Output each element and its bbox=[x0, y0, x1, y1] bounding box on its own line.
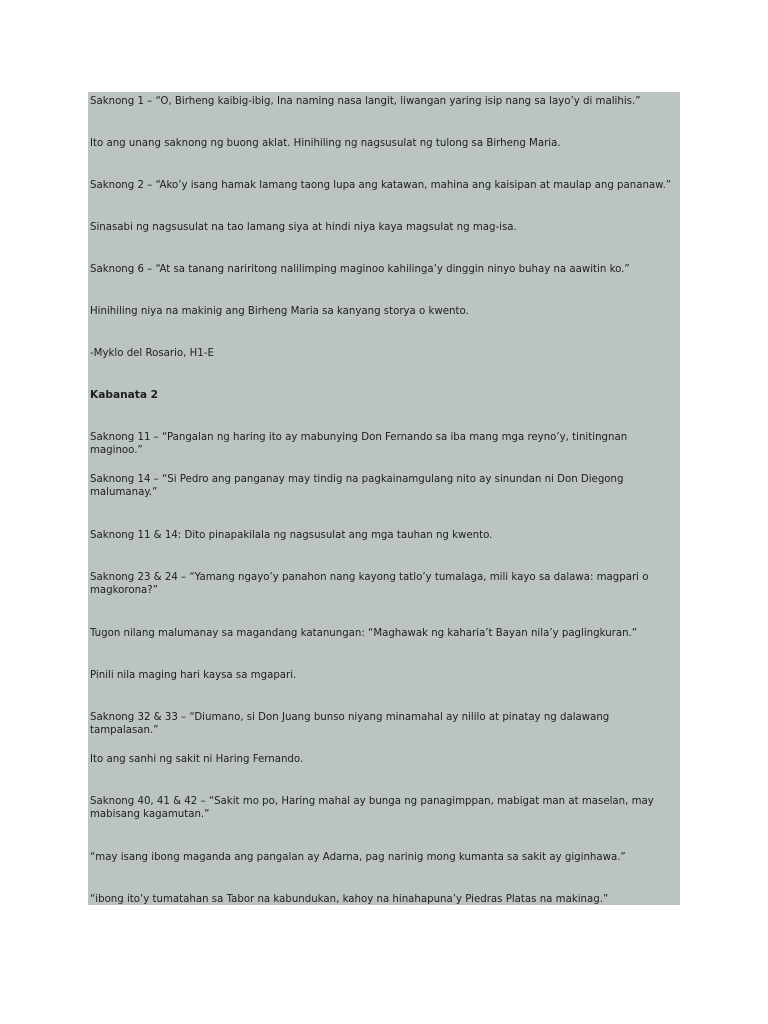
text-line: Saknong 11 – “Pangalan ng haring ito ay mabunying Don Fernando sa iba mang mga reyno’y, tinitingnan maginoo.” bbox=[90, 432, 628, 456]
text-line: Saknong 14 – “Si Pedro ang panganay may tindig na pagkainamgulang nito ay sinundan ni Don Diegong malumanay.” bbox=[90, 474, 624, 498]
author-line: -Myklo del Rosario, H1-E bbox=[90, 348, 214, 359]
text-line: Saknong 2 – “Ako’y isang hamak lamang taong lupa ang katawan, mahina ang kaisipan at maulap ang pananaw.” bbox=[90, 180, 672, 191]
text-line: Tugon nilang malumanay sa magandang katanungan: “Maghawak ng kaharia’t Bayan nila’y paglingkuran.” bbox=[90, 628, 638, 639]
text-line: Saknong 11 & 14: Dito pinapakilala ng nagsusulat ang mga tauhan ng kwento. bbox=[90, 530, 493, 541]
text-line: Saknong 6 – “At sa tanang nariritong nalilimping maginoo kahilinga’y dinggin ninyo buhay na aawitin ko.” bbox=[90, 264, 630, 275]
text-line: Saknong 32 & 33 – “Diumano, si Don Juang bunso niyang minamahal ay nililo at pinatay ng dalawang tampalasan.” bbox=[90, 712, 610, 736]
text-line: Ito ang sanhi ng sakit ni Haring Fernando. bbox=[90, 754, 304, 765]
text-line: Pinili nila maging hari kaysa sa mgapari. bbox=[90, 670, 297, 681]
section-heading: Kabanata 2 bbox=[90, 389, 159, 401]
text-line: Sinasabi ng nagsusulat na tao lamang siya at hindi niya kaya magsulat ng mag-isa. bbox=[90, 222, 517, 233]
text-line: Saknong 40, 41 & 42 – “Sakit mo po, Haring mahal ay bunga ng panagimppan, mabigat man at maselan, may mabisang kagamutan.” bbox=[90, 796, 654, 820]
text-line: Saknong 1 – “O, Birheng kaibig-ibig, Ina naming nasa langit, liwangan yaring isip nang sa layo’y di malihis.” bbox=[90, 96, 641, 107]
text-line: Ito ang unang saknong ng buong aklat. Hinihiling ng nagsusulat ng tulong sa Birheng Maria. bbox=[90, 138, 561, 149]
text-line: Saknong 23 & 24 – “Yamang ngayo’y panahon nang kayong tatlo’y tumalaga, mili kayo sa dalawa: magpari o magkorona?” bbox=[90, 572, 649, 596]
text-line: Hinihiling niya na makinig ang Birheng Maria sa kanyang storya o kwento. bbox=[90, 306, 469, 317]
text-line: “may isang ibong maganda ang pangalan ay Adarna, pag narinig mong kumanta sa sakit ay giginhawa.” bbox=[90, 852, 626, 863]
text-line: “ibong ito’y tumatahan sa Tabor na kabundukan, kahoy na hinahapuna’y Piedras Platas na makinag.” bbox=[90, 894, 609, 905]
